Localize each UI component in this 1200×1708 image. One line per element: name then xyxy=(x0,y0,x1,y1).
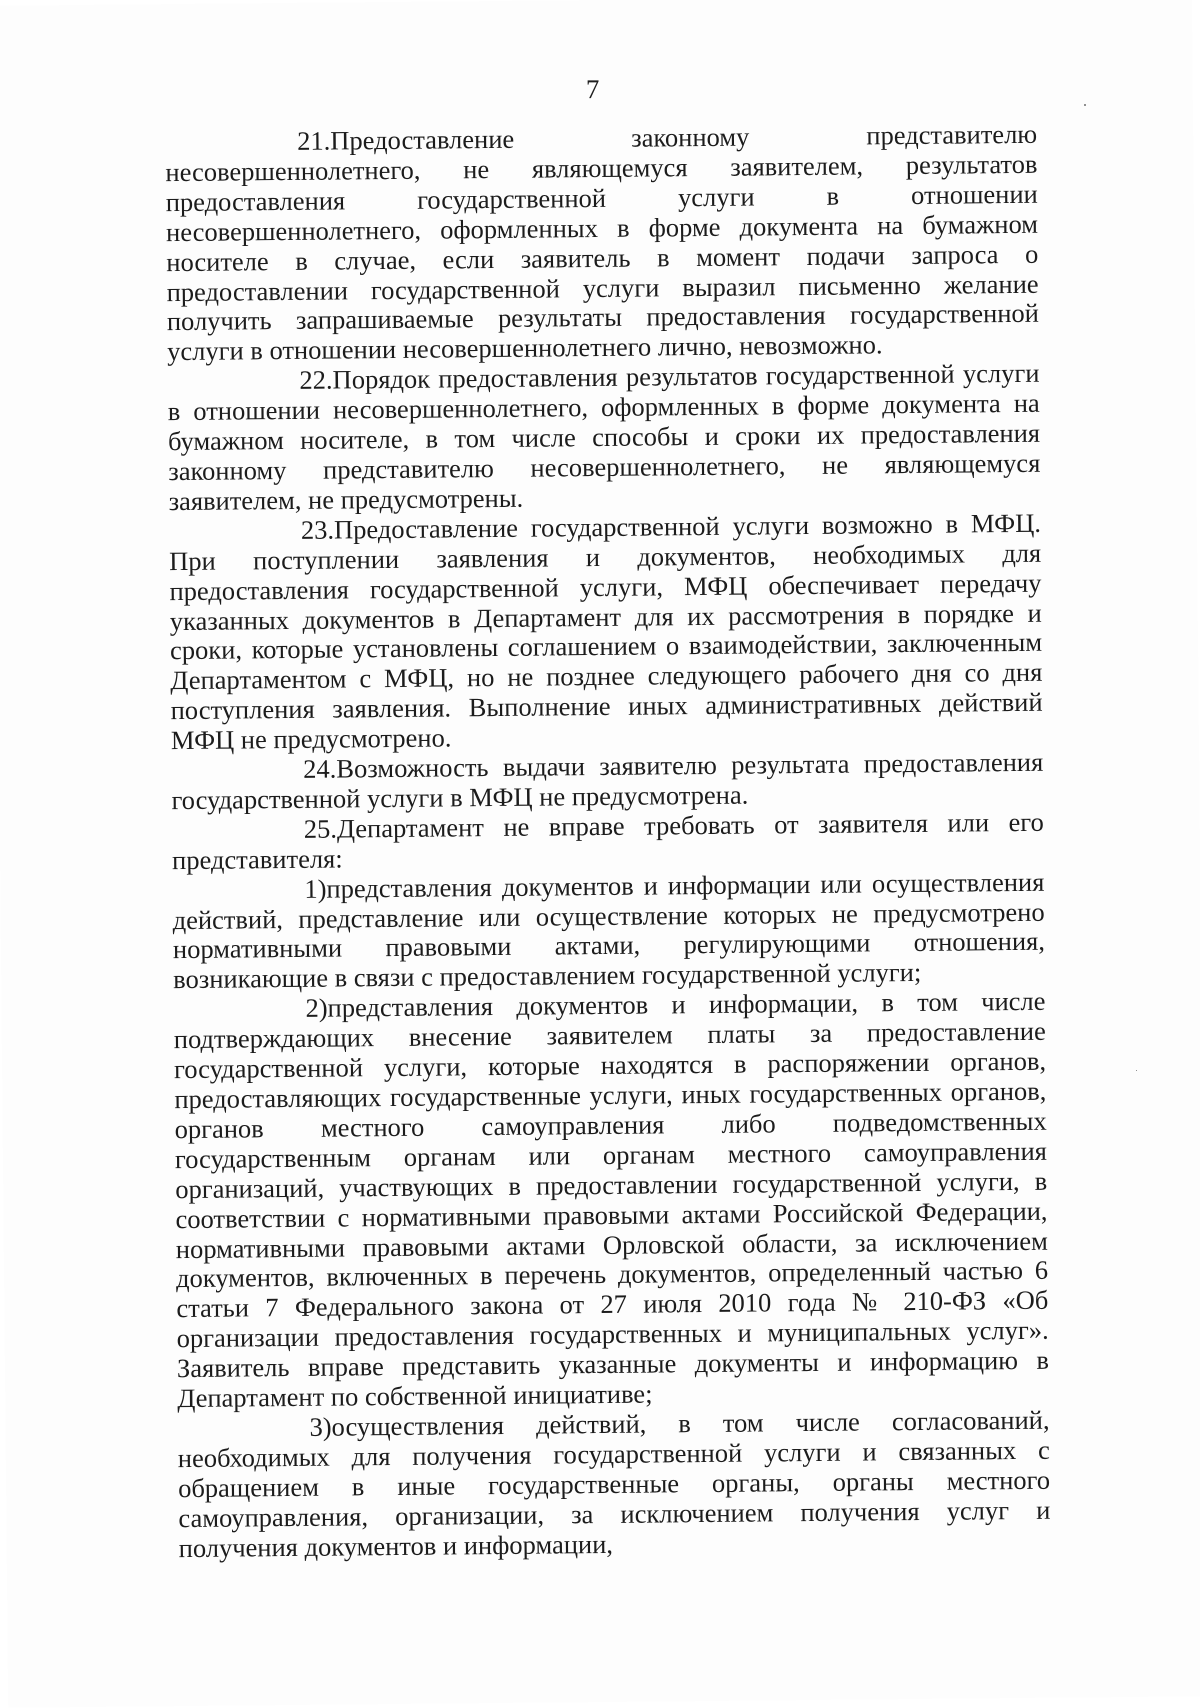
paragraph-text: Возможность выдачи заявителю результата предоставления государственной услуги в МФЦ не предусмотрена. xyxy=(171,746,1044,816)
paragraph-text: Предоставление законному представителю несовершеннолетнего, не являющемуся заявителем, результатов предоставления государственной услуги в отношении несовершеннолетнего, оформленных в форме документа на бумажном носителе в случае, если заявитель в момент подачи запроса о предоставлении государственной услуги выразил письменно желание получить запрашиваемые результаты предоставления государственной услуги в отношении несовершеннолетнего лично, невозможно. xyxy=(165,118,1040,367)
paragraph-number: 25. xyxy=(303,813,338,844)
subitem-text: осуществления действий, в том числе согласований, необходимых для получения государственной услуги и связанных с обращением в иные государственные органы, органы местного самоуправления, организации, за исключением получения услуг и получения документов и информации, xyxy=(177,1404,1051,1563)
paragraph-number: 24. xyxy=(303,753,337,784)
subitem-number: 1) xyxy=(304,873,327,904)
paragraph-number: 23. xyxy=(300,514,335,545)
scan-speck xyxy=(1084,104,1086,106)
paragraph-23 xyxy=(169,509,1043,757)
subitem-text: представления документов и информации или осуществления действий, представление или осуществление которых не предусмотрено нормативными правовыми актами, регулирующими отношения, возникающие в связи с предоставлением государственной услуги; xyxy=(172,866,1046,995)
page-number: 7 xyxy=(585,73,600,105)
subitem-3 xyxy=(177,1406,1050,1564)
paragraph-text: Департамент не вправе требовать от заявителя или его представителя: xyxy=(171,806,1044,875)
scan-speck xyxy=(1136,1070,1137,1071)
document-body xyxy=(165,120,1051,1564)
paragraph-25 xyxy=(172,808,1045,876)
paragraph-24 xyxy=(171,748,1044,816)
paragraph-number: 22. xyxy=(299,364,333,396)
subitem-number: 3) xyxy=(309,1411,332,1442)
paragraph-22 xyxy=(167,359,1040,517)
subitem-2 xyxy=(173,987,1049,1414)
paragraph-text: Порядок предоставления результатов государственной услуги в отношении несовершеннолетнего, оформленных в форме документа на бумажном носителе, в том числе способы и сроки их предоставления законному представителю несовершеннолетнего, не являющемуся заявителем, не предусмотрены. xyxy=(167,358,1041,516)
subitem-1 xyxy=(172,867,1045,995)
subitem-number: 2) xyxy=(305,992,328,1024)
paragraph-number: 21. xyxy=(297,125,331,156)
paragraph-text: Предоставление государственной услуги возможно в МФЦ. При поступлении заявления и документов, необходимых для предоставления государственной услуги, МФЦ обеспечивает передачу указанных документов в Департамент для их рассмотрения в порядке и сроки, которые установлены соглашением о взаимодействии, заключенным Департаментом с МФЦ, но не позднее следующего рабочего дня со дня поступления заявления. Выполнение иных административных действий МФЦ не предусмотрено. xyxy=(169,507,1043,756)
subitem-text: представления документов и информации, в том числе подтверждающих внесение заявителем платы за предоставление государственной услуги, которые находятся в распоряжении органов, предоставляющих государственные услуги, иных государственных органов, органов местного самоуправления либо подведомственных государственным органам или органам местного самоуправления организаций, участвующих в предоставлении государственной услуги, в соответствии с нормативными правовыми актами Российской Федерации, нормативными правовыми актами Орловской области, за исключением документов, включенных в перечень документов, определенный частью 6 статьи 7 Федерального закона от 27 июля 2010 года № 210-ФЗ «Об организации предоставления государственных и муниципальных услуг». Заявитель вправе представить указанные документы и информацию в Департамент по собственной инициативе; xyxy=(173,986,1050,1414)
paragraph-21 xyxy=(165,120,1039,368)
